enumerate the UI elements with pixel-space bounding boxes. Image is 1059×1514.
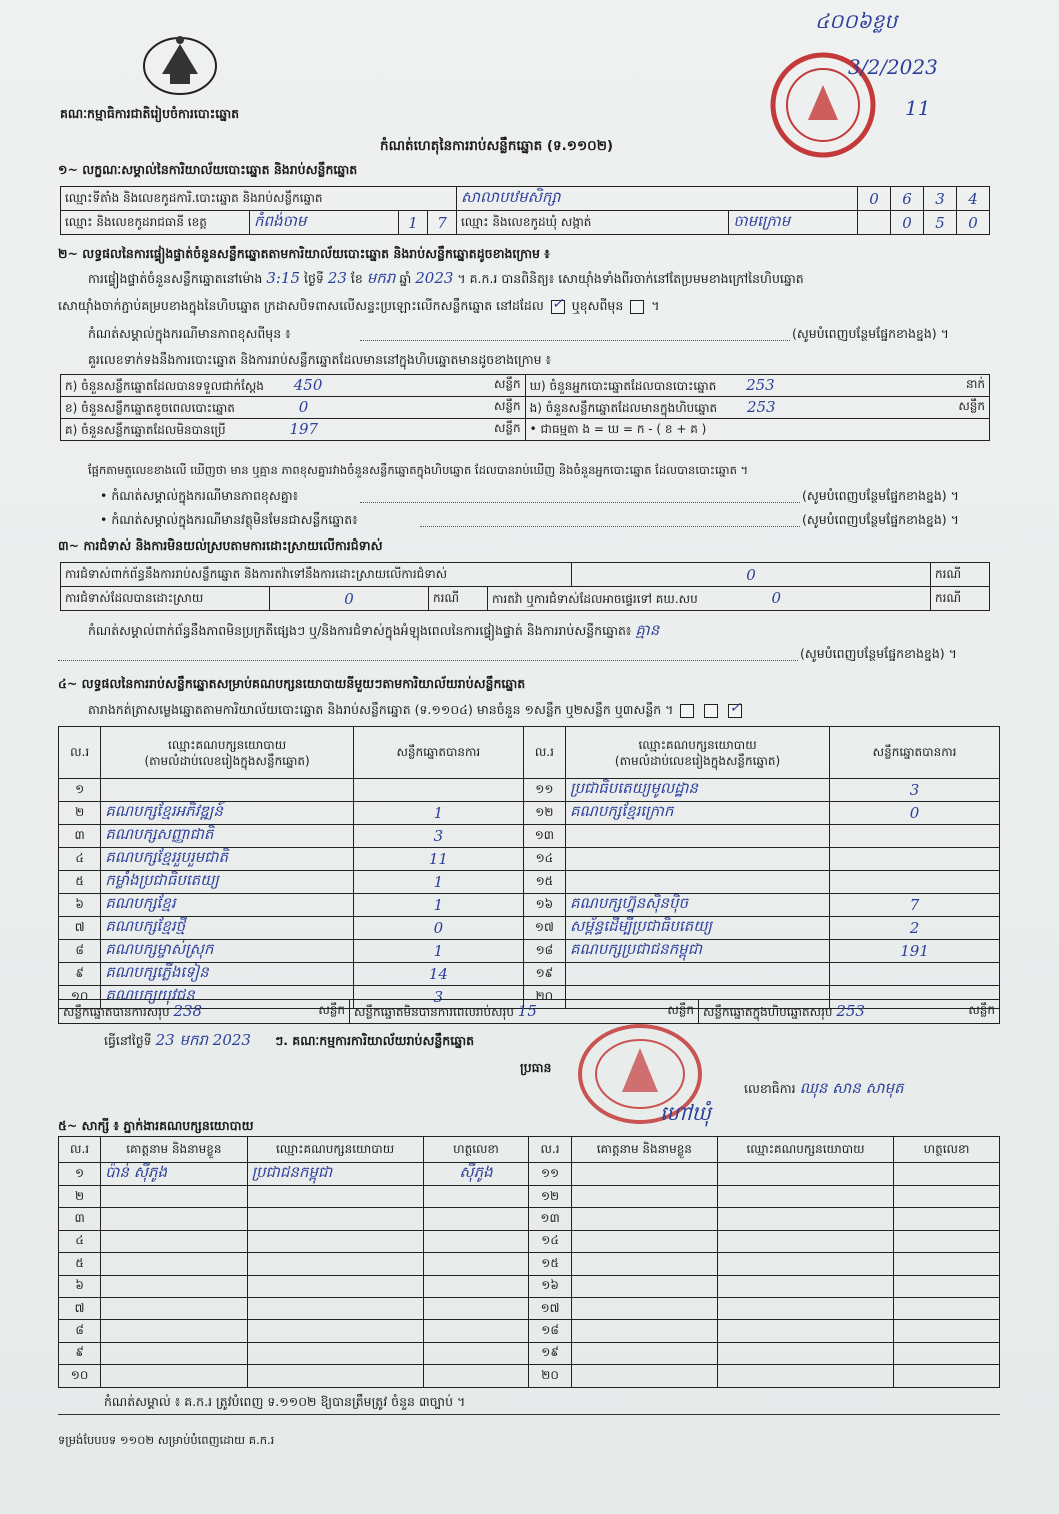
station-code-digit: 0 <box>869 189 879 208</box>
commune-name: ចាមក្រោម <box>733 211 791 230</box>
row-number: ៨ <box>75 1323 84 1338</box>
row-number: ១៦ <box>541 1278 559 1293</box>
objections-label: ការជំទាស់ពាក់ព័ន្ធនឹងការរាប់សន្លឹកឆ្នោត និងការតវ៉ាទៅនឹងការដោះស្រាយលើការជំទាស់ <box>61 563 572 587</box>
row-number: ៥ <box>75 1255 84 1270</box>
secretary-line <box>744 1080 904 1097</box>
row-number: ៧ <box>74 920 85 934</box>
vote-count: 1 <box>433 942 444 960</box>
witness-body <box>59 1163 1000 1388</box>
row-number: ១៤ <box>535 851 554 865</box>
col-party-sub: (តាមលំដាប់លេខរៀងក្នុងសន្លឹកឆ្នោត) <box>614 753 781 768</box>
vote-count: 1 <box>433 896 444 914</box>
unit-sheet: សន្លឹក <box>493 420 521 435</box>
row-number: ៣ <box>74 1211 85 1226</box>
in-box-value: 253 <box>746 397 776 416</box>
row-number: ១ <box>75 1166 85 1180</box>
unchanged-checkbox[interactable]: ✓ <box>551 295 564 312</box>
three-sheet-checkbox[interactable]: ✓ <box>729 699 742 716</box>
changed-checkbox[interactable] <box>630 300 644 314</box>
unused-label: គ) ចំនួនសន្លឹកឆ្នោតដែលមិនបានប្រើ <box>65 422 226 437</box>
col-sign: ហត្ថលេខា <box>423 1137 529 1163</box>
table-row <box>59 779 1000 802</box>
date-label: ធ្វើនៅថ្ងៃទី <box>104 1033 152 1048</box>
vote-count: 14 <box>428 965 448 983</box>
verification-time: 3:15 <box>266 269 300 287</box>
col-party-title: ឈ្មោះគណបក្សនយោបាយ <box>638 737 757 752</box>
col-party: ឈ្មោះគណបក្សនយោបាយ <box>247 1137 423 1163</box>
table-row <box>59 802 1000 825</box>
foreign-object-note: • កំណត់សម្គាល់ក្នុងករណីមានវត្ថុមិនមែនជាសន្លឹកឆ្នោត៖ <box>100 512 358 527</box>
unused-value: 197 <box>289 419 319 438</box>
section4-heading: ៤~ លទ្ធផលនៃការរាប់សន្លឹកឆ្នោតសម្រាប់គណបក្សនយោបាយនីមួយៗតាមការិយាល័យរាប់សន្លឹកឆ្នោត <box>58 676 526 691</box>
table-row <box>59 1186 1000 1208</box>
section1-table <box>60 186 990 235</box>
fill-hint-4: (សូមបំពេញបន្ថែមផ្នែកខាងខ្នង) ។ <box>800 646 957 661</box>
col-no: ល.រ <box>523 727 565 779</box>
secretary-label: លេខាធិការ <box>744 1081 796 1096</box>
station-code-digit: 4 <box>968 189 978 208</box>
party-name: គណបក្សប្រជាជនកម្ពុជា <box>570 940 702 958</box>
party-name: គណបក្សហ្វ៊ុនស៊ិនប៉ិច <box>570 894 688 912</box>
witness-signature: ស៊ីភូង <box>459 1163 493 1181</box>
total-box-value: 253 <box>836 1001 865 1020</box>
foreign-object-note-label: កំណត់សម្គាល់ក្នុងករណីមានវត្ថុមិនមែនជាសន្លឹកឆ្នោត៖ <box>111 512 358 527</box>
row-number: ១៨ <box>541 1323 559 1338</box>
row-number: ៦ <box>75 1278 84 1293</box>
row-number: ១៩ <box>541 1345 559 1360</box>
witness-table <box>58 1136 1000 1388</box>
row-number: ៨ <box>75 943 84 957</box>
voters-label: ឃ) ចំនួនអ្នកបោះឆ្នោតដែលបានបោះឆ្នោត <box>529 378 717 393</box>
col-party: ឈ្មោះគណបក្សនយោបាយ <box>718 1137 894 1163</box>
province-code-digit: 7 <box>437 213 447 232</box>
station-code-digit: 6 <box>902 189 912 208</box>
day-label: ថ្ងៃទី <box>303 271 324 286</box>
unit-sheet: សន្លឹក <box>968 1002 995 1017</box>
table-row <box>59 894 1000 917</box>
transferred-label: ការតវ៉ា ឬការជំទាស់ដែលអាចផ្ទេរទៅ គឃ.សប <box>492 591 698 606</box>
col-party <box>101 727 354 779</box>
committee-title: ៗ. គណៈកម្មការការិយាល័យរាប់សន្លឹកឆ្នោត <box>274 1033 475 1048</box>
verification-text-2: ។ គ.ក.រ បានពិនិត្យ៖ សោយ៉ាំងទាំងពីរចាក់នៅតែប្រមមខាងក្រៅនៃហិបឆ្នោត <box>457 271 804 286</box>
party-name: គណបក្សខ្មែរ <box>105 894 176 912</box>
col-sign: ហត្ថលេខា <box>894 1137 1000 1163</box>
verification-day: 23 <box>327 269 347 287</box>
table-row <box>59 1342 1000 1364</box>
one-sheet-checkbox[interactable] <box>680 704 694 718</box>
fill-hint: (សូមបំពេញបន្ថែមផ្នែកខាងខ្នង) ។ <box>792 326 949 341</box>
col-name: គោត្តនាម និងនាមខ្លួន <box>571 1137 717 1163</box>
irregularities-value: គ្មាន <box>635 621 660 639</box>
col-party <box>566 727 830 779</box>
commune-label: ឈ្មោះ និងលេខកូដឃុំ សង្កាត់ <box>457 211 729 235</box>
total-box-label: សន្លឹកឆ្នោតក្នុងហិបឆ្នោតសរុប <box>703 1004 833 1019</box>
col-votes: សន្លឹកឆ្នោតបានការ <box>830 727 1000 779</box>
station-code-digit: 3 <box>935 189 945 208</box>
votes-table <box>58 726 1000 1009</box>
formula: ជាធម្មតា ង = ឃ = ក - ( ខ + គ ) <box>540 421 707 436</box>
stamp-number: 11 <box>905 96 931 120</box>
row-number: ៥ <box>75 874 84 888</box>
table-row <box>59 917 1000 940</box>
unit-person: នាក់ <box>965 376 985 391</box>
total-invalid-value: 15 <box>517 1001 537 1020</box>
row-number: ១០ <box>70 1367 89 1382</box>
party-name: គណបក្សសញ្ញាជាតិ <box>105 825 214 843</box>
row-number: ៤ <box>75 851 84 865</box>
col-no: ល.រ <box>59 727 101 779</box>
counts-table: ក) ចំនួនសន្លឹកឆ្នោតដែលបានទទួលជាក់ស្តែង 450 សន្លឹក ឃ) ចំនួនអ្នកបោះឆ្នោតដែលបានបោះឆ្នោត 253 នាក់ ខ) ចំនួនសន្លឹកឆ្នោតខូចពេលបោះឆ្នោត 0 សន្លឹក ង) ចំនួនសន្លឹកឆ្នោតដែលមានក្នុងហិបឆ្នោត 253 សន្លឹក គ) ចំនួនសន្លឹកឆ្នោតដែលមិនបានប្រើ 197 សន្លឹក • ជាធម្មតា ង = ឃ = ក - ( ខ + គ ) <box>60 374 990 441</box>
party-name: ប្រជាធិបតេយ្យមូលដ្ឋាន <box>570 779 698 797</box>
row-number: ១ <box>75 782 85 796</box>
year-label: ឆ្នាំ <box>399 271 412 286</box>
month-label: ខែ <box>350 271 363 286</box>
vote-count: 3 <box>909 781 920 799</box>
vote-count: 2 <box>909 919 920 937</box>
tally-sheets-text: តារាងកត់ត្រាសម្លេងឆ្នោតតាមការិយាល័យបោះឆ្នោត និងរាប់សន្លឹកឆ្នោត (ទ.១១០៤) មានចំនួន ១សន្លឹក ឬ២សន្លឹក ឬ៣សន្លឹក ។ <box>88 702 674 717</box>
witness-party: ប្រជាជនកម្ពុជា <box>251 1163 333 1181</box>
table-row <box>59 940 1000 963</box>
party-name: គណបក្សម្ចាស់ស្រុក <box>105 940 214 958</box>
unit-sheet: សន្លឹក <box>958 398 985 413</box>
party-name: គណបក្សខ្មែរថ្មី <box>105 917 186 935</box>
station-name: សាលាបឋមសិក្សា <box>461 187 561 206</box>
table-row <box>59 848 1000 871</box>
irregularities-label: កំណត់សម្គាល់ពាក់ព័ន្ធនឹងភាពមិនប្រក្រតីផ្សេងៗ ឬ/និងការជំទាស់ក្នុងអំឡុងពេលនៃការផ្ទៀងផ្ទាត់ និងការរាប់សន្លឹកឆ្នោត៖ <box>88 623 632 638</box>
vote-count: 1 <box>433 873 444 891</box>
row-number: ១១ <box>535 782 554 796</box>
commune-code-digit: 0 <box>902 213 912 232</box>
party-name: គណបក្សខ្មែរក្រោក <box>570 802 674 820</box>
province-code-digit: 1 <box>408 213 418 232</box>
votes-body <box>59 779 1000 1009</box>
nec-emblem <box>140 30 220 96</box>
col-party-title: ឈ្មោះគណបក្សនយោបាយ <box>168 737 287 752</box>
row-number: ៦ <box>75 897 84 911</box>
spoiled-value: 0 <box>298 397 309 416</box>
transferred-value: 0 <box>771 588 782 607</box>
objections-value: 0 <box>746 565 756 584</box>
row-number: ៩ <box>75 1345 84 1360</box>
fill-hint-2: (សូមបំពេញបន្ថែមផ្នែកខាងខ្នង) ។ <box>802 488 959 503</box>
org-name: គណៈកម្មាធិការជាតិរៀបចំការបោះឆ្នោត <box>60 106 240 121</box>
province-name: កំពង់ចាម <box>254 211 307 230</box>
row-number: ១៥ <box>535 874 554 888</box>
table-row <box>59 825 1000 848</box>
total-valid-label: សន្លឹកឆ្នោតបានការសរុប <box>63 1004 170 1019</box>
vote-count: 0 <box>909 804 920 822</box>
vote-count: 3 <box>433 988 444 1006</box>
discrepancy-text: ផ្អែកតាមតួលេខខាងលើ ឃើញថា មាន ឬគ្មាន ភាពខុសគ្នារវាងចំនួនសន្លឹកឆ្នោតក្នុងហិបឆ្នោត ដែលបានរាប់ឃើញ និងចំនួនអ្នកបោះឆ្នោត ដែលបានបោះឆ្នោត ។ <box>88 463 749 477</box>
stamp-date: 3/2/2023 <box>848 55 938 79</box>
row-number: ១៣ <box>540 1211 560 1226</box>
resolved-label: ការជំទាស់ដែលបានដោះស្រាយ <box>61 587 270 611</box>
row-number: ១២ <box>535 805 554 819</box>
two-sheet-checkbox[interactable] <box>704 704 718 718</box>
table-row <box>59 1275 1000 1297</box>
secretary-signature: ឈុន សាន សាមុត <box>799 1079 904 1097</box>
row-number: ២ <box>75 1188 85 1203</box>
table-row <box>59 871 1000 894</box>
row-number: ១៥ <box>541 1255 559 1270</box>
col-votes: សន្លឹកឆ្នោតបានការ <box>353 727 523 779</box>
section1-heading: ១~ លក្ខណៈសម្គាល់នៃការិយាល័យបោះឆ្នោត និងរាប់សន្លឹកឆ្នោត <box>58 162 358 177</box>
row-number: ១៩ <box>535 966 554 980</box>
party-name: គណបក្សខ្មែរអភិវឌ្ឍន៍ <box>105 802 223 820</box>
chair-title: ប្រធាន <box>520 1060 552 1075</box>
signing-line <box>104 1032 474 1049</box>
unit-sheet: សន្លឹក <box>493 376 521 391</box>
seal-text: សោយ៉ាំងចាក់ភ្ជាប់គម្របខាងក្នុងនៃហិបឆ្នោត ក្រដាសបិទពាសលើសន្ទះប្រឡោះលើកសន្លឹកឆ្នោត នៅដដែល <box>58 298 544 313</box>
form-footer: ទម្រង់បែបបទ ១១០២ សម្រាប់បំពេញដោយ គ.ក.រ <box>58 1433 275 1447</box>
verification-text: ការផ្ទៀងផ្ទាត់ចំនួនសន្លឹកឆ្នោតនៅម៉ោង <box>88 271 263 286</box>
fill-hint-3: (សូមបំពេញបន្ថែមផ្នែកខាងខ្នង) ។ <box>802 512 959 527</box>
received-value: 450 <box>293 375 323 394</box>
row-number: ៣ <box>74 828 85 842</box>
row-number: ៤ <box>75 1233 84 1248</box>
section3-heading: ៣~ ការជំទាស់ និងការមិនយល់ស្របតាមការដោះស្រាយលើការជំទាស់ <box>58 538 383 553</box>
row-number: ២០ <box>541 1367 559 1382</box>
vote-count: 191 <box>900 942 929 960</box>
voters-value: 253 <box>746 375 775 394</box>
bottom-note: កំណត់សម្គាល់ ៖ គ.ក.រ ត្រូវបំពេញ ទ.១១០២ ឱ្យបានត្រឹមត្រូវ ចំនួន ៣ច្បាប់ ។ <box>104 1394 466 1409</box>
irregularities-note <box>88 622 659 639</box>
tally-sheets-line <box>88 699 745 718</box>
row-number: ១៣ <box>534 828 555 842</box>
row-number: ២ <box>75 805 85 819</box>
table-row <box>59 1365 1000 1387</box>
resolved-value: 0 <box>344 589 354 608</box>
unit-sheet: សន្លឹក <box>667 1002 694 1017</box>
col-name: គោត្តនាម និងនាមខ្លួន <box>101 1137 247 1163</box>
row-number: ៧ <box>74 1300 85 1315</box>
commune-code-digit: 5 <box>935 213 945 232</box>
changed-label: ឬខុសពីមុន <box>571 298 624 313</box>
station-label: ឈ្មោះទីតាំង និងលេខកូដការិ.បោះឆ្នោត និងរាប់សន្លឹកឆ្នោត <box>61 187 457 211</box>
discrepancy-note-label: កំណត់សម្គាល់ក្នុងករណីមានភាពខុសគ្នា៖ <box>111 488 299 503</box>
verification-line <box>88 270 804 287</box>
commune-code-digit: 0 <box>968 213 978 232</box>
party-name: គណបក្សខ្មែររួបរួមជាតិ <box>105 848 228 866</box>
col-no: ល.រ <box>529 1137 571 1163</box>
total-invalid-label: សន្លឹកឆ្នោតមិនបានការពេលរាប់សរុប <box>354 1004 514 1019</box>
objections-table <box>60 562 990 611</box>
totals-row <box>58 999 1000 1024</box>
col-no: ល.រ <box>59 1137 101 1163</box>
col-party-sub: (តាមលំដាប់លេខរៀងក្នុងសន្លឹកឆ្នោត) <box>144 753 310 768</box>
table-row <box>59 1230 1000 1252</box>
party-name: កម្លាំងប្រជាធិបតេយ្យ <box>105 871 219 889</box>
in-box-label: ង) ចំនួនសន្លឹកឆ្នោតដែលមានក្នុងហិបឆ្នោត <box>529 400 718 415</box>
vote-count: 11 <box>428 850 448 868</box>
received-label: ក) ចំនួនសន្លឹកឆ្នោតដែលបានទទួលជាក់ស្តែង <box>65 378 264 393</box>
verification-month: មករា <box>366 269 396 287</box>
row-number: ២០ <box>535 989 554 1003</box>
unit-sheet: សន្លឹក <box>318 1002 345 1017</box>
unit-sheet: សន្លឹក <box>493 398 521 413</box>
row-number: ១៧ <box>540 1300 560 1315</box>
vote-count: 1 <box>433 804 444 822</box>
row-number: ១១ <box>540 1166 560 1180</box>
chair-signature: ហៅឃុំ <box>660 1101 711 1125</box>
counts-intro: គួរលេខទាក់ទងនឹងការបោះឆ្នោត និងការរាប់សន្លឹកឆ្នោតដែលមាននៅក្នុងហិបឆ្នោតមានដូចខាងក្រោម ៖ <box>88 352 552 367</box>
date-value: 23 មករា 2023 <box>155 1031 251 1049</box>
discrepancy-note: • កំណត់សម្គាល់ក្នុងករណីមានភាពខុសគ្នា៖ <box>100 488 299 503</box>
row-number: ១៤ <box>541 1233 559 1248</box>
case-unit: ករណី <box>429 587 488 611</box>
spoiled-label: ខ) ចំនួនសន្លឹកឆ្នោតខូចពេលបោះឆ្នោត <box>65 400 235 415</box>
table-row <box>59 963 1000 986</box>
handwritten-code: ៤០០៦ខ្លប <box>815 9 898 33</box>
party-name: គណបក្សយុវជន <box>105 986 195 1004</box>
seal-line: សោយ៉ាំងចាក់ភ្ជាប់គម្របខាងក្នុងនៃហិបឆ្នោត ក្រដាសបិទពាសលើសន្ទះប្រឡោះលើកសន្លឹកឆ្នោត នៅដដែល ✓ ឬខុសពីមុន ។ <box>58 295 660 313</box>
province-label: ឈ្មោះ និងលេខកូដរាជធានី ខេត្ត <box>61 211 250 235</box>
footer-divider <box>58 1414 1000 1415</box>
vote-count: 7 <box>909 896 920 914</box>
verification-year: 2023 <box>415 269 454 287</box>
row-number: ១៦ <box>535 897 554 911</box>
table-row <box>59 1297 1000 1319</box>
table-row <box>59 1320 1000 1342</box>
witness-name: ប៉ាន់ ស៊ីភូង <box>105 1163 168 1181</box>
table-row <box>59 1208 1000 1230</box>
vote-count: 3 <box>433 827 444 845</box>
row-number: ១២ <box>540 1188 560 1203</box>
row-number: ១៨ <box>535 943 554 957</box>
party-name: សម្ព័ន្ធដើម្បីប្រជាធិបតេយ្យ <box>570 917 712 935</box>
form-title: កំណត់ហេតុនៃការរាប់សន្លឹកឆ្នោត (ទ.១១០២) <box>380 138 614 154</box>
row-number: ១០ <box>70 989 89 1003</box>
section5-heading: ៥~ សាក្សី ៖ ភ្នាក់ងារគណបក្សនយោបាយ <box>58 1118 254 1133</box>
case-unit: ករណី <box>931 563 990 587</box>
total-valid-value: 238 <box>173 1001 203 1020</box>
table-row <box>59 1163 1000 1186</box>
party-name: គណបក្សភ្លើងទៀន <box>105 963 209 981</box>
table-row <box>59 1253 1000 1275</box>
row-number: ៩ <box>75 966 84 980</box>
section2-heading: ២~ លទ្ធផលនៃការផ្ទៀងផ្ទាត់ចំនួនសន្លឹកឆ្នោតតាមការិយាល័យបោះឆ្នោត និងរាប់សន្លឹកឆ្នោតដូចខាងក្រោម ៖ <box>58 246 550 261</box>
difference-note-label: កំណត់សម្គាល់ក្នុងករណីមានភាពខុសពីមុន ៖ <box>88 326 291 341</box>
case-unit: ករណី <box>931 587 990 611</box>
row-number: ១៧ <box>534 920 554 934</box>
vote-count: 0 <box>433 919 444 937</box>
